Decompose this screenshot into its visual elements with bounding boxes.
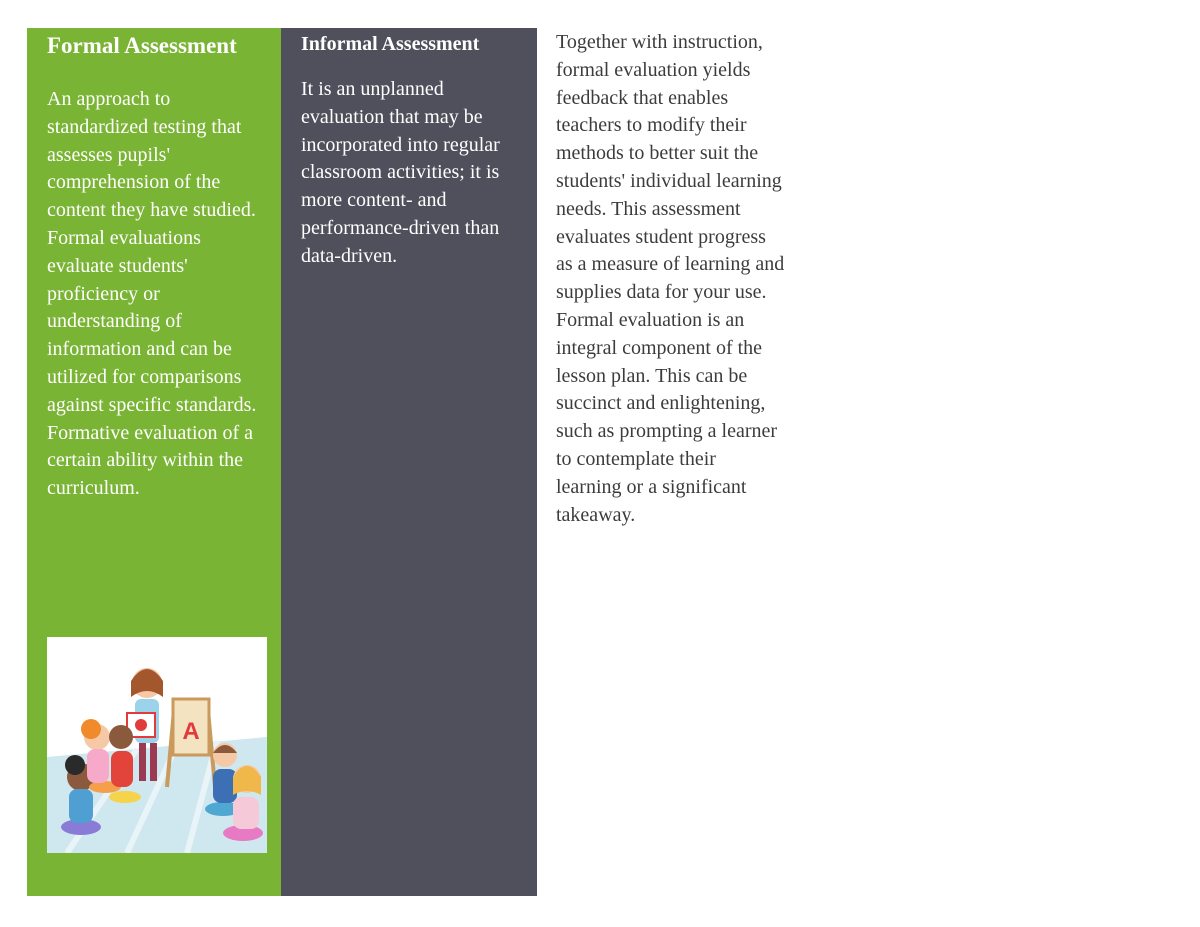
classroom-illustration (47, 637, 267, 853)
informal-assessment-title: Informal Assessment (301, 33, 480, 55)
formal-assessment-title: Formal Assessment (47, 33, 237, 58)
formal-assessment-panel (27, 28, 281, 896)
informal-assessment-panel (281, 28, 537, 896)
svg-text:A: A (182, 718, 200, 745)
formal-evaluation-body: Together with instruction, formal evaluation yields feedback that enables teachers to modify their methods to better suit the students' individual learning needs. This assessment evaluates student progress as a measure of learning and supplies data for your use. Formal evaluation is an integral component of the lesson plan. This can be succinct and enlightening, such as prompting a learner to contemplate their learning or a significant takeaway. (556, 31, 785, 526)
formal-evaluation-column (556, 28, 786, 529)
formal-assessment-body: An approach to standardized testing that assesses pupils' comprehension of the content they have studied. Formal evaluations evaluate students' proficiency or understanding of information and can be utilized for comparisons against specific standards. Formative evaluation of a certain ability within the curriculum. (47, 88, 257, 500)
informal-assessment-body: It is an unplanned evaluation that may be incorporated into regular classroom activities; it is more content- and performance-driven than data-driven. (301, 78, 500, 267)
